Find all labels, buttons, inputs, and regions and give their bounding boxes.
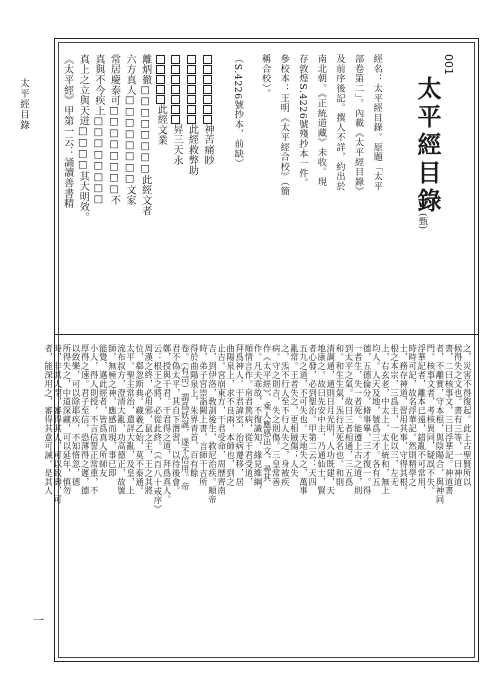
missing-char-box <box>203 115 212 124</box>
text-column: 時時可記，故名浮華記。然則精學之 <box>407 344 418 487</box>
text-column <box>202 54 212 165</box>
manuscript-note: （S.4226號抄本，前缺） <box>232 54 244 169</box>
text-column: 到太平之氣。故曰三者相通，三五爲 <box>343 344 354 487</box>
missing-char-box <box>171 105 180 114</box>
missing-char-box <box>187 65 196 74</box>
text-column: 止吉。宮崩東方，干君受命，周歷齊南 <box>216 344 227 496</box>
text-column: 所得失之，中道深藏，可以延年，慎勿 <box>61 344 72 496</box>
text-column: 卷。（有司）謂爲妖誕，遂不信用。帝 <box>180 344 191 492</box>
column-text: 此經救弊助 <box>186 124 198 176</box>
missing-char-box <box>203 95 212 104</box>
text-column: 根之本宗，三爲主，一化以三，左无 <box>389 344 400 487</box>
missing-char-box <box>187 75 196 84</box>
missing-char-box <box>203 105 212 114</box>
text-column: 得於曲陽泉上，朱界青首，百有餘 <box>189 344 200 478</box>
missing-char-box <box>171 115 180 124</box>
column-text: 離炳徹□□□□□□□□此經文者 <box>139 54 151 216</box>
missing-char-box <box>171 95 180 104</box>
missing-char-box <box>171 55 180 64</box>
text-column: 流布叔方，澄清大亂，功高德正，故號 <box>116 344 127 496</box>
note-line: 存敦煌S.4226號殘抄本一件。 <box>296 54 308 188</box>
text-column: 士，務存神道，習用其事，守得其根。 <box>398 344 409 496</box>
column-text: 昇三天永 <box>170 124 182 166</box>
missing-char-box <box>171 75 180 84</box>
text-column: 真與不今疾上□□□□□□□□ <box>92 54 104 206</box>
text-column: 者，能深用之，審得其意可誡。是其人 <box>43 344 54 496</box>
text-column: 云：根王之將，必從此終。（《百八十戒序》 <box>152 344 163 514</box>
text-column: 曲陽泉上，求不良兩，本師也，到之 <box>225 344 236 487</box>
missing-char-box <box>171 85 180 94</box>
column-text: 此經文業 <box>155 104 167 146</box>
text-column: 師，無極之神，應感而現，事已即 <box>107 344 118 478</box>
missing-char-box <box>156 85 165 94</box>
text-column: 五九之道，不可失也。天地失之，萬事 <box>298 344 309 496</box>
missing-char-box <box>187 55 196 64</box>
text-column: 真上之立與天迸□□□□其大明效。 <box>77 54 89 223</box>
text-column <box>140 54 150 216</box>
text-column: 一者生，失一者死。能遵上古之道，則 <box>353 344 364 496</box>
column-text: 神苦痛眇 <box>202 124 214 166</box>
text-column: 時，弟子宮崇詣闕上書，言師干吉所 <box>198 344 209 487</box>
missing-char-box <box>203 65 212 74</box>
text-column: 位，郗忽斯典。藏羲乙始，莫不泰通。 <box>134 344 145 496</box>
text-column <box>155 54 165 145</box>
missing-char-box <box>203 75 212 84</box>
text-column: 候得失之文也。書有三等，一曰神道 <box>453 344 464 487</box>
text-column: 君不偽太平，其自下潛習，以待後會。 <box>171 344 182 496</box>
entry-number: 001 <box>442 54 455 75</box>
text-column: 作《太平經》，乘人應感出文，尋其 <box>262 344 273 483</box>
text-column: 地康之。故曰先安中主，乃通仙士，賢 <box>316 344 327 496</box>
missing-char-box <box>156 65 165 74</box>
text-column <box>171 54 181 165</box>
note-line: 及前序後記。撰人不詳，約出於 <box>334 54 345 192</box>
text-column: 拜爲神人。干君諱室，治病遷移，居 <box>234 344 245 487</box>
text-column: 門。核事文者，考核異同，疑誤不失。 <box>425 344 436 496</box>
text-column: 厚得之速。君子至信，恐薄得之遲，德 <box>80 344 91 496</box>
text-column: 和。和生生氣，炁行无死名也。和則 <box>334 344 345 487</box>
page-number: 一 <box>33 614 44 627</box>
note-line: 南北朝。《正統道藏》未收。現 <box>315 54 327 187</box>
text-column: 吉，到伊洛，敎訓後生，救尼治疾。順帝 <box>207 344 218 505</box>
text-column: 上，右玄老，中太上，太上統和，無上 <box>380 344 391 496</box>
text-column: 之，災害不得復起。此上古聖賢所以 <box>462 344 473 487</box>
missing-char-box <box>156 95 165 104</box>
running-title: 太平經目錄 <box>18 78 29 131</box>
entry-title: 太平經目錄 <box>413 76 442 216</box>
text-column: 清調通，通則日月光明，人功既建，天 <box>325 344 336 496</box>
text-column: 六方真人□□□□□□□□文家 <box>124 54 136 206</box>
missing-char-box <box>203 55 212 64</box>
text-column: 順情言作。帛君篤病，從干君受道， <box>243 344 254 487</box>
text-column: 小人，得人則授，不言信誓正常重，不 <box>89 344 100 496</box>
text-column: 浮華記者，離本已遠，錯亂不可常用， <box>416 344 427 496</box>
text-column: 周漢之終，必用邪，鼠之主，王之其將 <box>143 344 154 496</box>
missing-char-box <box>187 115 196 124</box>
text-column: 病。守之則吉，失之則傷。三皇常善 <box>271 344 282 487</box>
missing-char-box <box>156 55 165 64</box>
text-column: 者，不離實，守本根，與陰陽合，與神同 <box>434 344 445 505</box>
missing-char-box <box>203 85 212 94</box>
text-column: 書，二曰核事文，三曰浮華記。神道書 <box>444 344 455 496</box>
text-column: 《太平經》甲第一云：誦讀善書精 <box>61 54 73 209</box>
text-column: 常居慶泰可□□□□□□□□不 <box>108 54 120 206</box>
missing-char-box <box>187 95 196 104</box>
text-column: 作。凡夫乖故，不復識知，緣見維綱， <box>252 344 263 496</box>
text-column: 之，炁不行人至不行人失之，身被疾 <box>280 344 291 487</box>
title-mark: (甄) <box>417 213 427 230</box>
text-column: 太平。聖主常治，遣詳大亂，及皇，上 <box>125 344 136 496</box>
text-column: 均人。人天及地，號爲三才。各有五 <box>371 344 382 487</box>
section-divider <box>54 334 479 335</box>
text-column: 鄭，授與干君。干君得之道，拜爲真人。 <box>161 344 172 505</box>
missing-char-box <box>171 65 180 74</box>
note-line: 稱合校）。 <box>259 54 271 99</box>
text-column: 能覺，邁此經者，皆爲真人所師友 <box>98 344 109 478</box>
text-column: 時，非其人閉，審得其人，可以致壽，可 <box>52 344 63 505</box>
missing-char-box <box>187 105 196 114</box>
note-line: 參校本：王明《太平經合校》（簡 <box>278 54 290 197</box>
text-column: 者心發，必到聖治。甲第二云：天四 <box>307 344 318 487</box>
missing-char-box <box>156 75 165 84</box>
missing-char-box <box>187 85 196 94</box>
text-column: 以致樂，可以除耶疾，不知惰忽，德 <box>70 344 81 487</box>
note-line: 經名：太平經目錄。原題「太平 <box>371 54 383 192</box>
text-column: 亂常。王者失之，更相賊傷；人失 <box>289 344 300 478</box>
text-column: 德，五德倫分，脩事畢，三才復一。得 <box>362 344 373 496</box>
text-column <box>186 54 196 176</box>
note-line: 部卷第二」。內載《太平經目錄》 <box>352 54 364 197</box>
